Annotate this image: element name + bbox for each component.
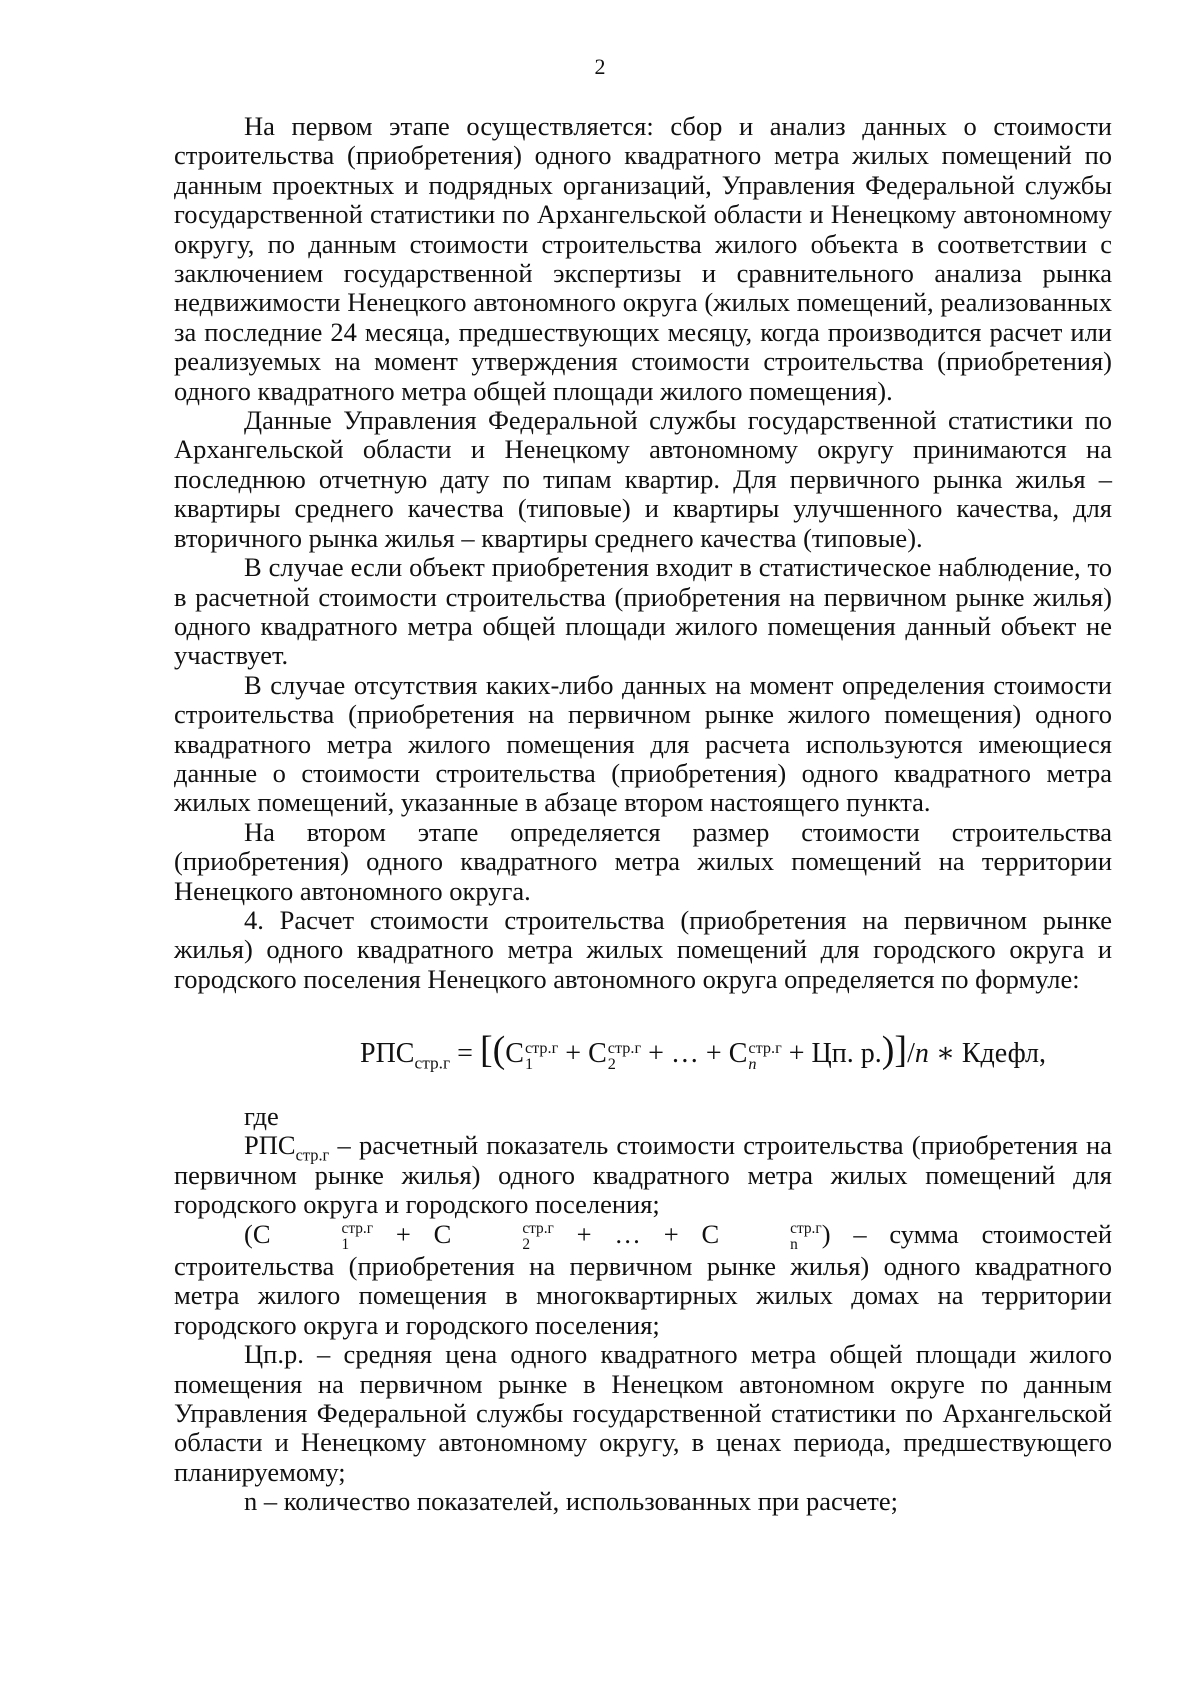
paragraph-point-4: 4. Расчет стоимости строительства (приобретения на первичном рынке жилья) одного квадратного метра жилых помещений для городского округа и городского поселения Ненецкого автономного округа определяется по формуле: (174, 904, 1112, 994)
definition-rps: $РПС_{стр.г}$ – расчетный показатель стоимости строительства (приобретения на первичном рынке жилья) одного квадратного метра жилых помещений для городского округа и городского поселения; (174, 1130, 1112, 1220)
page-number: 2 (594, 54, 606, 79)
document-body (174, 112, 1112, 1517)
paragraph-statistics-data: Данные Управления Федеральной службы государственной статистики по Архангельской области и Ненецкому автономному округу принимаются на последнюю отчетную дату по типам квартир. Для первичного рынка жилья – квартиры среднего качества (типовые) и квартиры улучшенного качества, для вторичного рынка жилья – квартиры среднего качества (типовые). (174, 405, 1112, 553)
paragraph-missing-data: В случае отсутствия каких-либо данных на момент определения стоимости строительства (приобретения на первичном рынке жилого помещения) одного квадратного метра жилого помещения для расчета используются имеющиеся данные о стоимости строительства (приобретения) одного квадратного метра жилых помещений, указанные в абзаце втором настоящего пункта. (174, 669, 1112, 818)
formula: $РПС_{стр.г} = [(С$ стр.г 1 + С стр.г 2 + … + С стр.г n + Цп. р.)]/n ∗ Кдефл, (360, 1029, 1046, 1073)
paragraph-stage-one: На первом этапе осуществляется: сбор и анализ данных о стоимости строительства (приобретения) одного квадратного метра жилых помещений по данным проектных и подрядных организаций, Управления Федеральной службы государственной статистики по Архангельской области и Ненецкому автономному округу, по данным стоимости строительства жилого объекта в соответствии с заключением государственной экспертизы и сравнительного анализа рынка недвижимости Ненецкого автономного округа (жилых помещений, реализованных за последние 24 месяца, предшествующих месяцу, когда производится расчет или реализуемых на момент утверждения стоимости строительства (приобретения) одного квадратного метра общей площади жилого помещения). (174, 111, 1112, 406)
formula-lhs: РПС (360, 1038, 415, 1070)
paragraph-stage-two: На втором этапе определяется размер стоимости строительства (приобретения) одного квадратного метра жилых помещений на территории Ненецкого автономного округа. (174, 816, 1112, 906)
definition-sum: (С стр.г 1 + С стр.г 2 + … + С стр.г n ) – сумма стоимостей строительства (приобретения на первичном рынке жилья) одного квадратного метра жилого помещения в многоквартирных жилых домах на территории городского округа и городского поселения; (174, 1218, 1113, 1340)
definition-n: n – количество показателей, использованных при расчете; (244, 1486, 898, 1517)
paragraph-statistical-observation: В случае если объект приобретения входит в статистическое наблюдение, то в расчетной стоимости строительства (приобретения на первичном рынке жилья) одного квадратного метра общей площади жилого помещения данный объект не участвует. (174, 552, 1112, 671)
where-label: где (244, 1101, 279, 1131)
definition-price: Цп.р. – средняя цена одного квадратного метра общей площади жилого помещения на первичном рынке в Ненецком автономном округе по данным Управления Федеральной службы государственной статистики по Архангельской области и Ненецкому автономному округу, в ценах периода, предшествующего планируемому; (174, 1339, 1112, 1487)
